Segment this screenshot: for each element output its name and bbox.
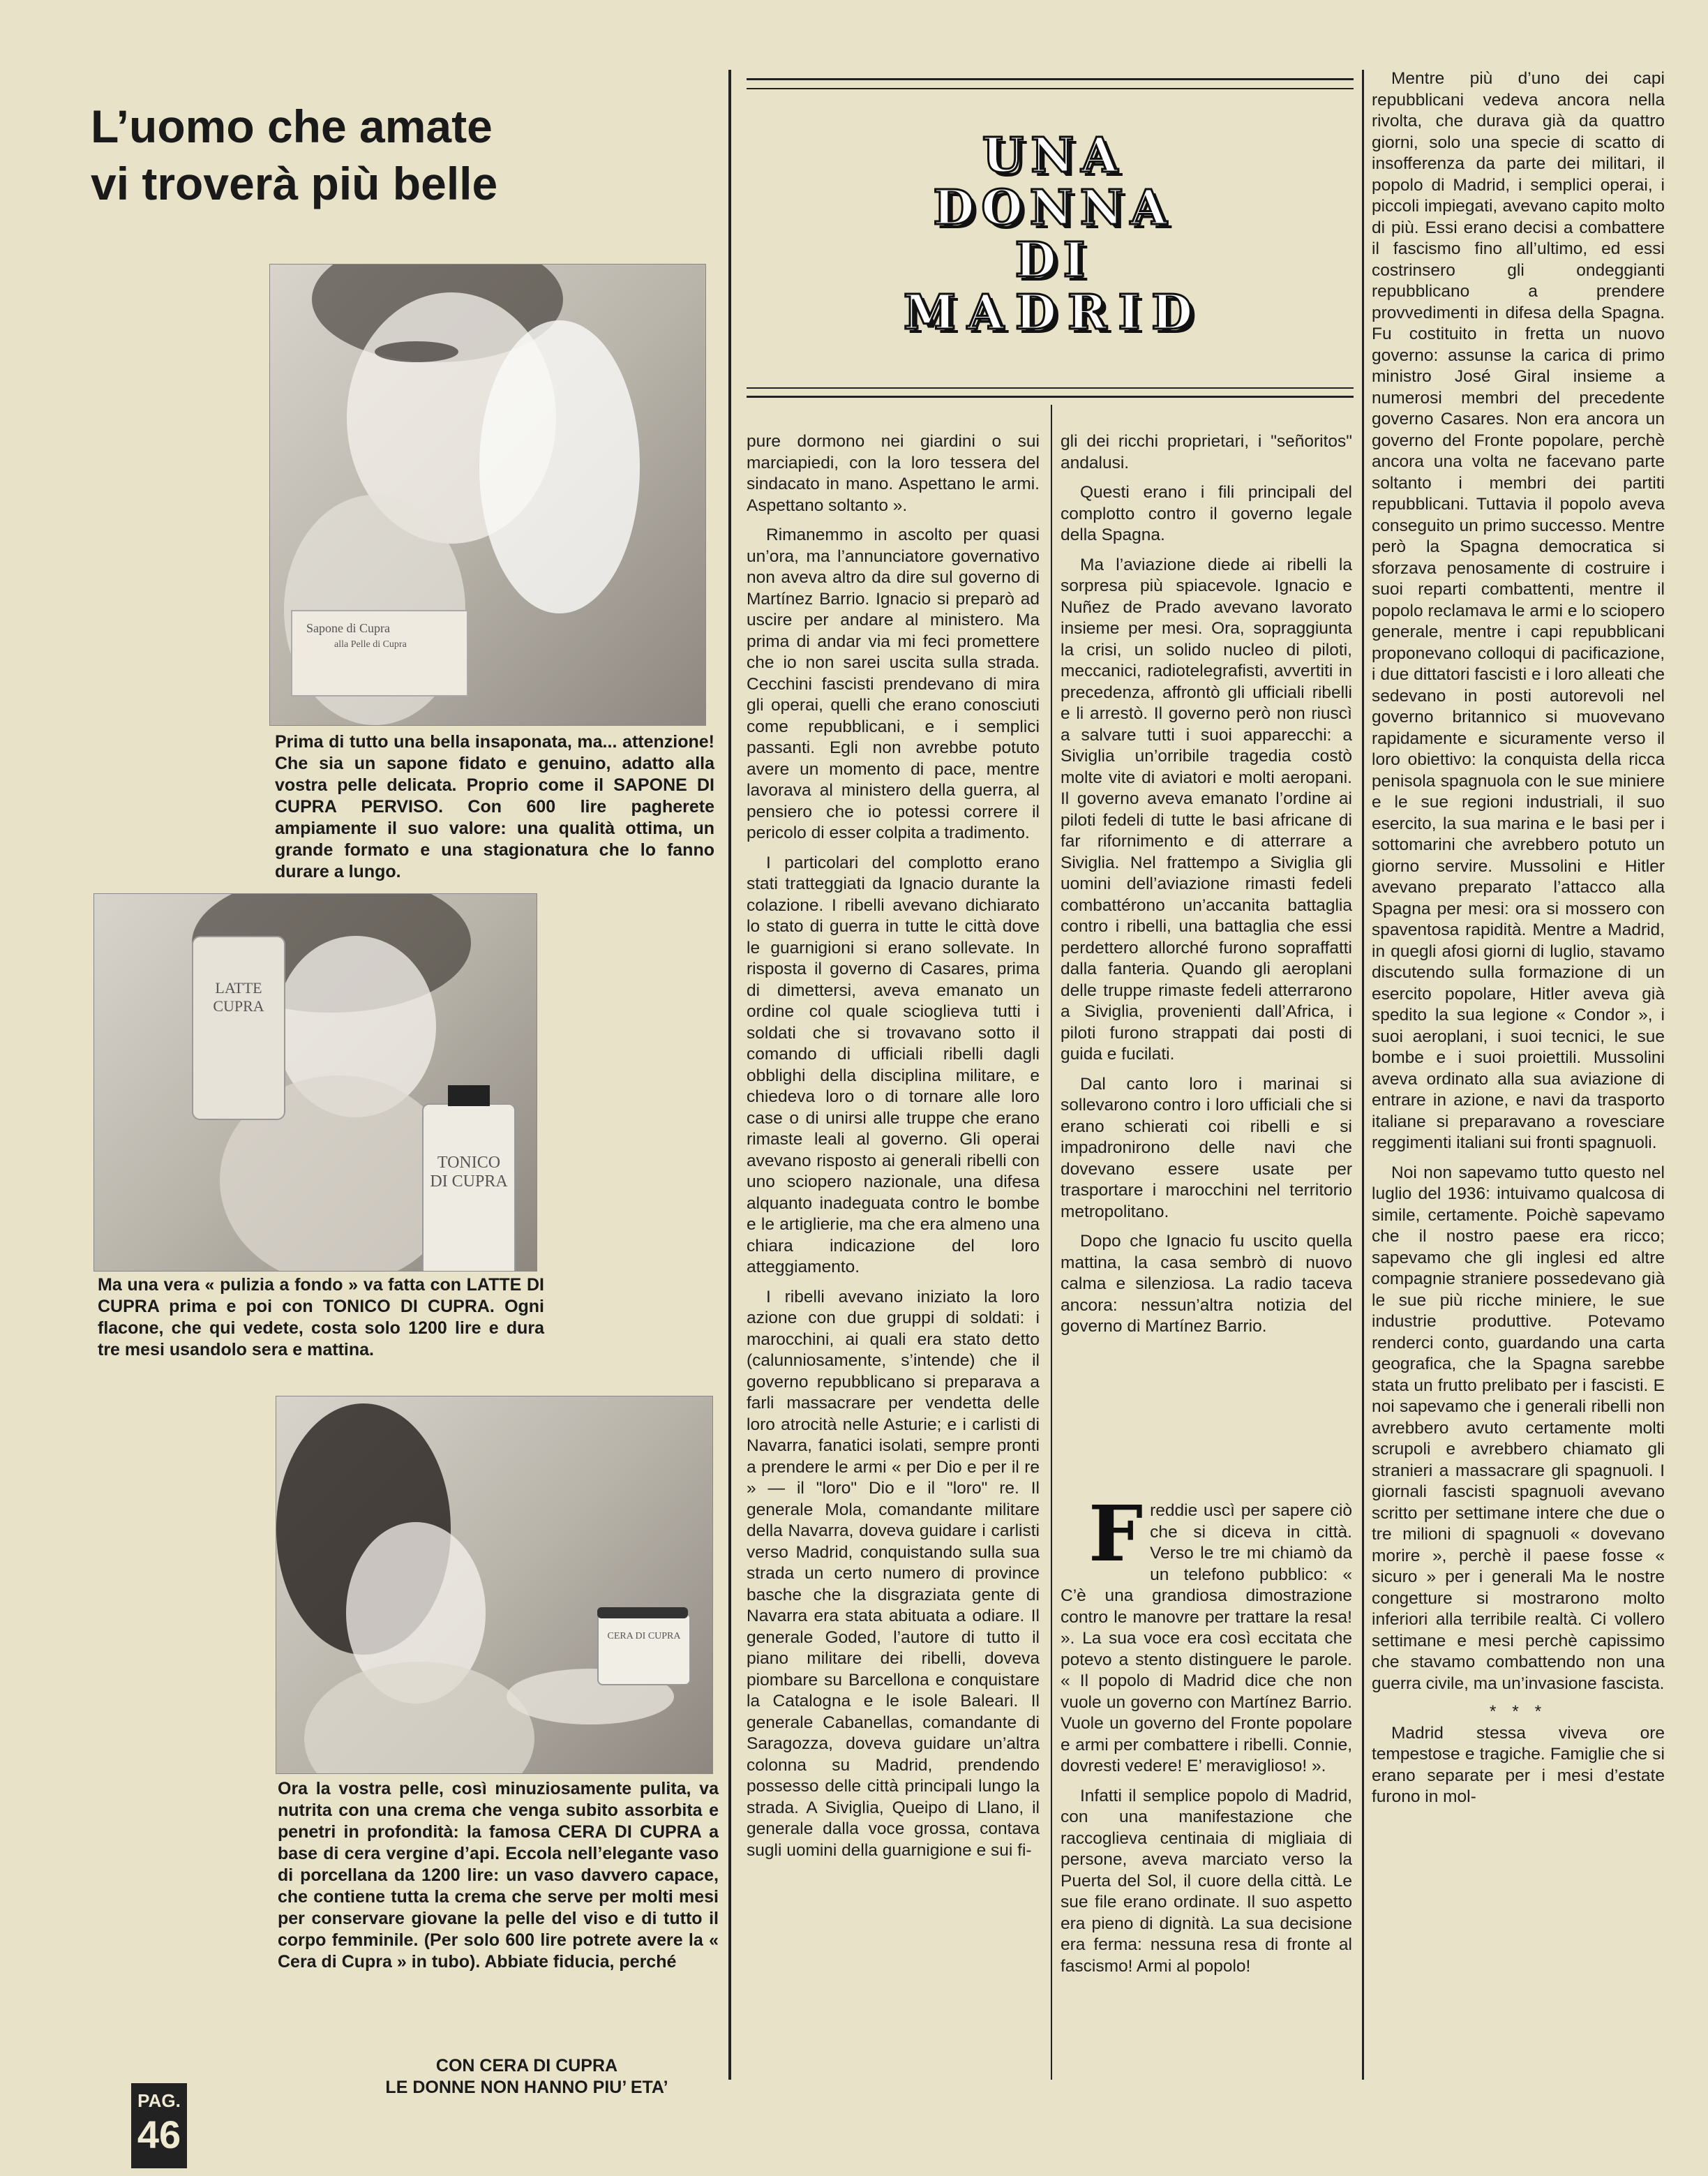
article-paragraph: Dal canto loro i marinai si sollevarono contro i loro ufficiali che si erano schierati coi ribelli e si impadronirono delle navi che dovevano essere usate per trasportare i marocchini nel territorio metropolitano.	[1061, 1074, 1352, 1221]
ad-tagline-1: CON CERA DI CUPRA	[435, 2056, 618, 2076]
article-title-line1: UNA	[982, 128, 1125, 184]
ad-photo-cera	[276, 1396, 713, 1774]
divider-col1-col2	[1051, 405, 1052, 2080]
article-paragraph: reddie uscì per sapere ciò che si diceva in città. Verso le tre mi chiamò da un telefono pubblico: « C’è una grandiosa dimostrazione contro le manovre per trattare la resa! ». La sua voce era così eccitata che potevo a stento distinguere le parole. « Il popolo di Madrid dice che non vuole un governo con Martínez Barrio. Vuole un governo del Fronte popolare e armi per combattere i ribelli. Connie, dovresti vedere! E’ meraviglioso! ».	[1061, 1501, 1352, 1775]
divider-ad-article	[728, 70, 731, 2080]
article-paragraph: Mentre più d’uno dei capi repubblicani vedeva ancora nella rivolta, che durava già da quattro giorni, solo una specie di scatto di insofferenza da parte dei militari, il popolo di Madrid, i semplici operai, i piccoli impiegati, avevano capito molto di più. Essi erano decisi a combattere il fascismo fino all’ultimo, ed essi costrinsero gli ondeggianti repubblicano a prendere provvedimenti in difesa della Spagna. Fu costituito in fretta un nuovo governo: assunse la carica di primo ministro José Giral insieme a numerosi membri del precedente governo Casares. Non era ancora un governo del Fronte popolare, perchè ancora una volta ne facevano parte soltanto i membri dei partiti repubblicani. Tuttavia il popolo aveva conseguito un primo successo. Mentre però la Spagna democratica si sforzava penosamente di costruire i suoi reparti combattenti, mentre il popolo reclamava le armi e lo sciopero generale, mentre i capi repubblicani proponevano colloqui di pacificazione, i due dittatori fascisti e i loro alleati che sedevano in posti autorevoli nel governo britannico si muovevano rapidamente e sicuramente verso il loro obiettivo: la conquista della ricca penisola spagnuola con le sue miniere e le sue regioni industriali, il suo esercito, la sua marina e le basi per i sottomarini che avrebbero potuto un giorno servire. Mussolini e Hitler avevano preparato l’attacco alla Spagna per mesi: ora si mossero con spaventosa rapidità. Mentre a Madrid, in quegli afosi giorni di luglio, stavamo discutendo sulla formazione di un esercito popolare, Hitler aveva già spedito la sua legione « Condor », i suoi aeroplani, i suoi tecnici, le sue bombe e i suoi proiettili. Mussolini aveva ordinato alla sua aviazione di entrare in azione, e navi da trasporto italiane si preparavano a rovesciare reggimenti italiani sui fronti spagnuoli.	[1372, 69, 1665, 1152]
article-paragraph: Madrid stessa viveva ore tempestose e tragiche. Famiglie che si erano separate per i mesi d’estate furono in mol-	[1372, 1723, 1665, 1806]
article-paragraph: Questi erano i fili principali del complotto contro il governo legale della Spagna.	[1061, 483, 1352, 544]
soap-box	[291, 610, 468, 696]
article-column-2-bottom	[1061, 1489, 1352, 1977]
divider-title-col3	[1362, 70, 1364, 2080]
article-column-2-top	[1061, 431, 1352, 1338]
article-title-line4: MADRID	[903, 285, 1204, 341]
article-paragraph: gli dei ricchi proprietari, i "señoritos" andalusi.	[1061, 432, 1352, 472]
soap-box-label-1: Sapone di Cupra	[306, 621, 390, 635]
tonico-bottle-label: TONICO DI CUPRA	[430, 1154, 508, 1191]
ad-caption-soap: Prima di tutto una bella insaponata, ma... attenzione! Che sia un sapone fidato e genuino, adatto alla vostra pelle delicata. Proprio come il SAPONE DI CUPRA PERVISO. Con 600 lire pagherete ampiamente il suo valore: una qualità ottima, un grande formato e una stagionatura che lo fanno durare a lungo.	[275, 732, 714, 881]
article-title-line3: DI	[1014, 232, 1093, 288]
article-paragraph: Rimanemmo in ascolto per quasi un’ora, ma l’annunciatore governativo non aveva altro da dire sul governo di Martínez Barrio. Ignacio si preparò ad uscire per andare al ministero. Ma prima di andar via mi feci promettere che io non sarei uscita sulla strada. Cecchini fascisti prendevano di mira gli operai, quelli che erano conosciuti come repubblicani, e i semplici passanti. Egli non avrebbe potuto avere un momento di pace, mentre lavorava al ministero della guerra, al pensiero che io potessi correre il pericolo di esser colpita a tradimento.	[747, 526, 1040, 842]
article-column-3	[1372, 68, 1665, 1808]
article-column-1	[747, 431, 1040, 1861]
article-title-line2: DONNA	[933, 180, 1174, 236]
ad-photo-latte	[93, 893, 537, 1272]
article-paragraph: Noi non sapevamo tutto questo nel luglio del 1936: intuivamo qualcosa di simile, certamente. Poichè sapevamo che il nostro paese era ricco; sapevamo che gli inglesi ed altre compagnie straniere possedevano già le sue più ricche miniere, le sue industrie produttive. Potevamo renderci conto, guardando una carta geografica, che la Spagna sarebbe stata un frutto prelibato per i fascisti. E noi sapevamo che i generali ribelli non avrebbero avuto certamente molti scrupoli e avrebbero chiamato gli stranieri a massacrare gli spagnuoli. I giornali fascisti spagnuoli avevano scritto per settimane intere che due o tre milioni di spagnuoli « dovevano morire », perchè il paese fosse « sicuro » per i generali Ma le nostre congetture si mostrarono molto inferiori alla terribile realtà. Ci vollero settimane e mesi perchè capissimo che stavamo combattendo non una guerra civile, ma un’invasione fascista.	[1372, 1163, 1665, 1693]
ad-photo-soap	[269, 264, 706, 726]
cera-jar	[597, 1613, 691, 1685]
article-paragraph: Dopo che Ignacio fu uscito quella mattina, la casa sembrò di nuovo calma e silenziosa. La radio taceva ancora: nessun’altra notizia del governo di Martínez Barrio.	[1061, 1232, 1352, 1336]
drop-cap: F	[1088, 1489, 1144, 1579]
cera-jar-label: CERA DI CUPRA	[607, 1631, 681, 1641]
article-paragraph: I ribelli avevano iniziato la loro azione con due gruppi di soldati: i marocchini, ai quali era stato detto (calunniosamente, s’intende) che il governo repubblicano si preparava a farli massacrare per vendetta delle loro atrocità nelle Asturie; e i carlisti di Navarra, fanatici isolati, sempre pronti a prendere le armi « per Dio e per il re » — il "loro" Dio e il "loro" re. Il generale Mola, comandante militare della Navarra, doveva guidare i carlisti verso Madrid, conquistando sulla sua strada un certo numero di province basche che la disgraziata gente di Navarra era stata abituata a odiare. Il generale Goded, l’autore di tutto il piano militare dei ribelli, doveva piombare su Barcellona e conquistare la Catalogna e le isole Baleari. Il generale Cabanellas, comandante di Saragozza, doveva guidare un’altra colonna su Madrid, prendendo possesso delle città principali lungo la strada. A Siviglia, Queipo di Llano, il generale dalla voce grossa, contava sugli uomini della guarnigione e sui fi-	[747, 1287, 1040, 1860]
page-label: PAG.	[137, 2090, 181, 2111]
latte-bottle	[192, 936, 285, 1120]
article-title	[747, 78, 1361, 406]
article-paragraph: I particolari del complotto erano stati tratteggiati da Ignacio durante la colazione. I ribelli avevano dichiarato lo stato di guerra in tutte le città dove le guarnigioni si erano sollevate. In risposta il governo di Casares, prima di dimettersi, aveva emanato un ordine col quale scioglieva tutti i soldati che si trovavano sotto il comando di ufficiali ribelli dagli obblighi della disciplina militare, e chiedeva loro o di tornare alle loro case o di unirsi alle truppe che erano rimaste leali al governo. Gli operai avevano risposto ai generali ribelli con uno sciopero nazionale, una difesa alquanto inadeguata contro le bombe e le artiglierie, ma che era almeno una chiara indicazione del loro atteggiamento.	[747, 853, 1040, 1276]
ad-caption-cera: Ora la vostra pelle, così minuziosamente pulita, va nutrita con una crema che venga subito assorbita e penetri in profondità: la famosa CERA DI CUPRA a base di cera vergine d’api. Eccola nell’elegante vaso di porcellana da 1200 lire: un vaso davvero capace, che contiene tutta la crema che serve per molti mesi per conservare giovane la pelle del viso e di tutto il corpo femminile. (Per solo 600 lire potrete avere la « Cera di Cupra » in tubo). Abbiate fiducia, perché	[278, 1779, 719, 1972]
section-break: * * *	[1489, 1702, 1548, 1721]
page-number-box	[131, 2083, 187, 2168]
ad-headline-line1: L’uomo che amate	[91, 100, 493, 152]
latte-bottle-label: LATTE CUPRA	[213, 979, 264, 1015]
ad-tagline	[276, 2055, 778, 2099]
ad-caption-latte: Ma una vera « pulizia a fondo » va fatta con LATTE DI CUPRA prima e poi con TONICO DI CUPRA. Ogni flacone, che qui vedete, costa solo 1200 lire e dura tre mesi usandolo sera e mattina.	[98, 1275, 544, 1359]
ad-headline	[91, 98, 565, 212]
soap-box-label-2: alla Pelle di Cupra	[334, 639, 407, 650]
article-paragraph: Ma l’aviazione diede ai ribelli la sorpresa più spiacevole. Ignacio e Nuñez de Prado avevano lavorato insieme per mesi. Ora, sopraggiunta la crisi, un solido nucleo di piloti, meccanici, radiotelegrafisti, avvertiti in precedenza, affrontò gli ufficiali ribelli e li arrestò. Il governo però non riuscì a salvare tutti i suoi apparecchi: a Siviglia un’orribile tragedia costò molte vite di aviatori e molti aeropani. Il governo aveva emanato l’ordine ai piloti fedeli di tutte le basi africane di far rifornimento e di atterrare a Siviglia. Nel frattempo a Siviglia gli uomini dell’aviazione rimasti fedeli combattérono un’accanita battaglia contro i ribelli, una battaglia che essi perdettero allorché furono sopraffatti dalla fanteria. Quando gli aeroplani delle truppe rimaste fedeli atterrarono a Siviglia, provenienti dall’Africa, i piloti furono strappati dai posti di guida e fucilati.	[1061, 555, 1352, 1064]
tonico-bottle	[422, 1103, 516, 1272]
ad-headline-line2: vi troverà più belle	[91, 158, 498, 209]
article-paragraph: Infatti il semplice popolo di Madrid, con una manifestazione che raccoglieva centinaia di migliaia di persone, aveva marciato verso la Puerta del Sol, il cuore della città. Le sue file erano ordinate. Il suo aspetto era pieno di dignità. La sua decisione era ferma: nessuna resa di fronte al fascismo! Armi al popolo!	[1061, 1786, 1352, 1976]
page-number: 46	[137, 2112, 181, 2156]
ad-tagline-2: LE DONNE NON HANNO PIU’ ETA’	[385, 2078, 668, 2097]
article-paragraph: pure dormono nei giardini o sui marciapiedi, con la loro tessera del sindacato in mano. Aspettano le armi. Aspettano soltanto ».	[747, 432, 1040, 515]
